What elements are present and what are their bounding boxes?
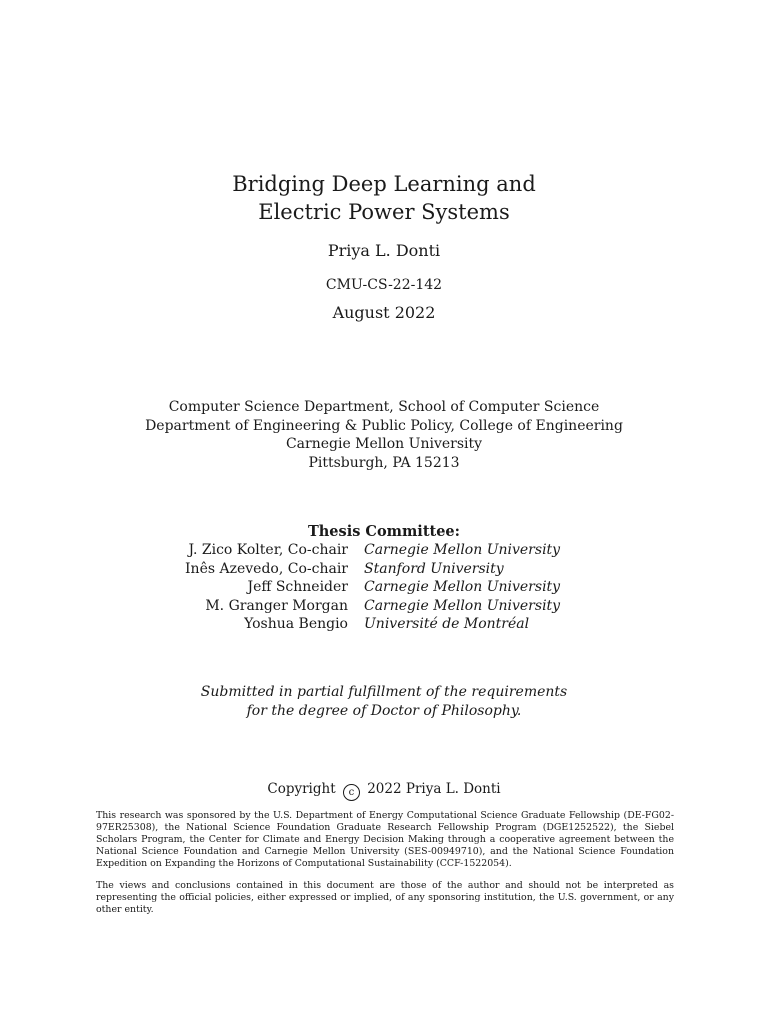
thesis-title-line-2: Electric Power Systems xyxy=(258,200,510,224)
committee-heading: Thesis Committee: xyxy=(307,523,461,540)
affiliation-line: Department of Engineering & Public Policy, College of Engineering xyxy=(145,417,623,434)
member-name: Jeff Schneider xyxy=(247,579,348,595)
copyright-notice xyxy=(0,780,768,801)
member-institution: Carnegie Mellon University xyxy=(364,542,561,558)
submission-line-2: for the degree of Doctor of Philosophy. xyxy=(246,703,522,719)
copyright-icon: c xyxy=(343,784,360,801)
affiliation-line: Carnegie Mellon University xyxy=(285,436,483,452)
disclaimer-paragraph: The views and conclusions contained in this document are those of the author and should not be interpreted as representing the official policies, either expressed or implied, of any sponsoring institution, the U.S. government, or any other entity. xyxy=(96,880,674,915)
member-name: Yoshua Bengio xyxy=(244,616,348,632)
committee-member xyxy=(0,541,768,560)
report-number: CMU-CS-22-142 xyxy=(325,277,443,293)
author-name: Priya L. Donti xyxy=(327,241,441,260)
member-name: M. Granger Morgan xyxy=(205,597,348,614)
thesis-title xyxy=(0,170,768,226)
copyright-text: 2022 Priya L. Donti xyxy=(367,781,501,797)
publication-date: August 2022 xyxy=(332,303,436,322)
committee-member xyxy=(0,578,768,597)
affiliation-block xyxy=(0,398,768,472)
member-institution: Stanford University xyxy=(364,560,504,577)
sponsorship-paragraph: This research was sponsored by the U.S. Department of Energy Computational Science Graduate Fellowship (DE-FG02-97ER25308), the National Science Foundation Graduate Research Fellowship Program (DGE1252522), the Siebel Scholars Program, the Center for Climate and Energy Decision Making through a cooperative agreement between the National Science Foundation and Carnegie Mellon University (SES-00949710), and the National Science Foundation Expedition on Expanding the Horizons of Computational Sustainability (CCF-1522054). xyxy=(96,810,674,869)
affiliation-line: Pittsburgh, PA 15213 xyxy=(308,454,460,471)
affiliation-line: Computer Science Department, School of Computer Science xyxy=(168,399,600,415)
copyright-label: Copyright xyxy=(267,781,336,797)
member-institution: Carnegie Mellon University xyxy=(364,597,561,614)
committee-member xyxy=(0,597,768,616)
member-name: J. Zico Kolter, Co-chair xyxy=(188,542,348,558)
member-institution: Université de Montréal xyxy=(364,616,530,632)
committee-member xyxy=(0,560,768,579)
committee-member xyxy=(0,615,768,634)
submission-line-1: Submitted in partial fulfillment of the requirements xyxy=(200,684,568,700)
member-institution: Carnegie Mellon University xyxy=(364,579,561,595)
committee-list xyxy=(0,541,768,634)
submission-statement xyxy=(0,683,768,721)
thesis-title-line-1: Bridging Deep Learning and xyxy=(232,172,536,196)
member-name: Inês Azevedo, Co-chair xyxy=(185,560,348,577)
